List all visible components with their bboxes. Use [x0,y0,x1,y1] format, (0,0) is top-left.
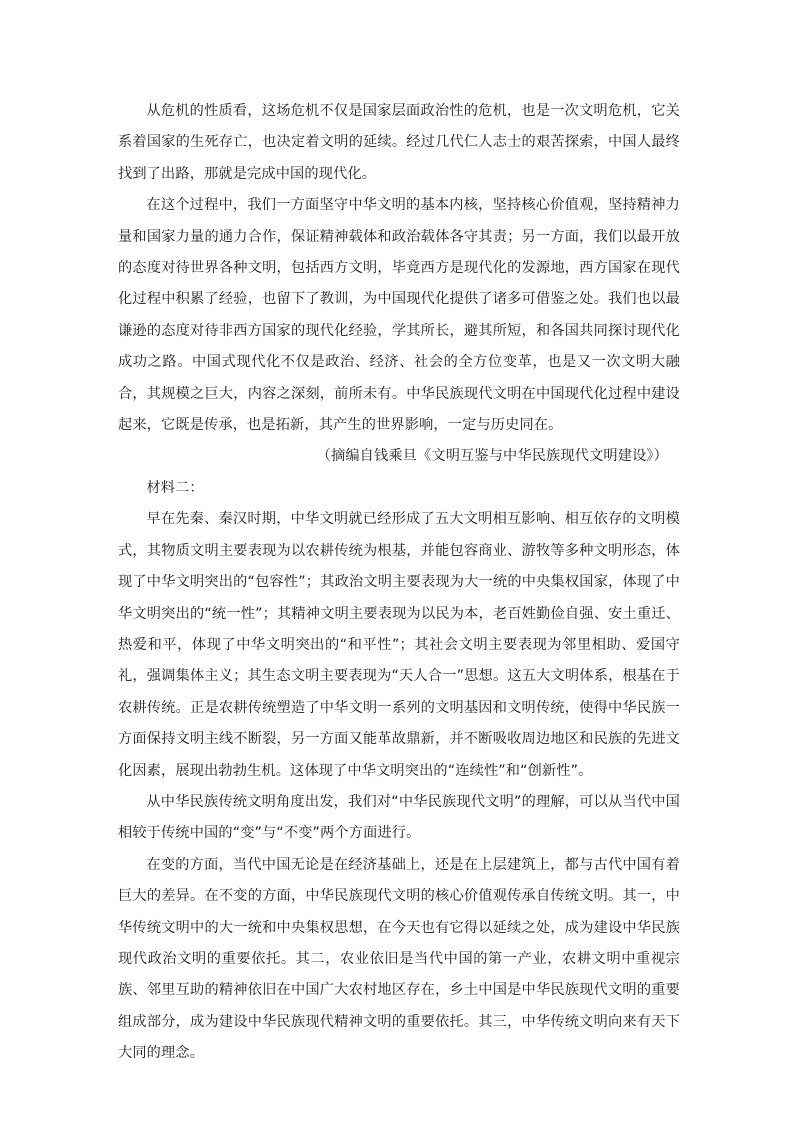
document-page [118,96,680,1070]
paragraph: 从中华民族传统文明角度出发，我们对“中华民族现代文明”的理解，可以从当代中国相较于传统中国的“变”与“不变”两个方面进行。 [118,793,680,842]
material-label: 材料二： [146,479,204,496]
paragraph: 早在先秦、秦汉时期，中华文明就已经形成了五大文明相互影响、相互依存的文明模式，其物质文明主要表现为以农耕传统为根基，并能包容商业、游牧等多种文明形态，体现了中华文明突出的“包容性”；其政治文明主要表现为大一统的中央集权国家，体现了中华文明突出的“统一性”；其精神文明主要表现为以民为本，老百姓勤俭自强、安土重迁、热爱和平，体现了中华文明突出的“和平性”；其社会文明主要表现为邻里相助、爱国守礼，强调集体主义；其生态文明主要表现为“天人合一”思想。这五大文明体系，根基在于农耕传统。正是农耕传统塑造了中华文明一系列的文明基因和文明传统，使得中华民族一方面保持文明主线不断裂，另一方面又能革故鼎新，并不断吸收周边地区和民族的先进文化因素，展现出勃勃生机。这体现了中华文明突出的“连续性”和“创新性”。 [118,511,680,779]
source-citation: （摘编自钱乘旦《文明互鉴与中华民族现代文明建设》） [316,448,668,465]
paragraph: 在这个过程中，我们一方面坚守中华文明的基本内核，坚持核心价值观，坚持精神力量和国家力量的通力合作，保证精神载体和政治载体各守其责；另一方面，我们以最开放的态度对待世界各种文明，包括西方文明，毕竟西方是现代化的发源地，西方国家在现代化过程中积累了经验，也留下了教训，为中国现代化提供了诸多可借鉴之处。我们也以最谦逊的态度对待非西方国家的现代化经验，学其所长，避其所短，和各国共同探讨现代化成功之路。中国式现代化不仅是政治、经济、社会的全方位变革，也是又一次文明大融合，其规模之巨大，内容之深刻，前所未有。中华民族现代文明在中国现代化过程中建设起来，它既是传承，也是拓新，其产生的世界影响，一定与历史同在。 [118,197,680,434]
paragraph: 从危机的性质看，这场危机不仅是国家层面政治性的危机，也是一次文明危机，它关系着国家的生死存亡，也决定着文明的延续。经过几代仁人志士的艰苦探索，中国人最终找到了出路，那就是完成中国的现代化。 [118,103,680,182]
paragraph: 在变的方面，当代中国无论是在经济基础上，还是在上层建筑上，都与古代中国有着巨大的差异。在不变的方面，中华民族现代文明的核心价值观传承自传统文明。其一，中华传统文明中的大一统和中央集权思想，在今天也有它得以延续之处，成为建设中华民族现代政治文明的重要依托。其二，农业依旧是当代中国的第一产业，农耕文明中重视宗族、邻里互助的精神依旧在中国广大农村地区存在，乡土中国是中华民族现代文明的重要组成部分，成为建设中华民族现代精神文明的重要依托。其三，中华传统文明向来有天下大同的理念。 [118,856,680,1062]
